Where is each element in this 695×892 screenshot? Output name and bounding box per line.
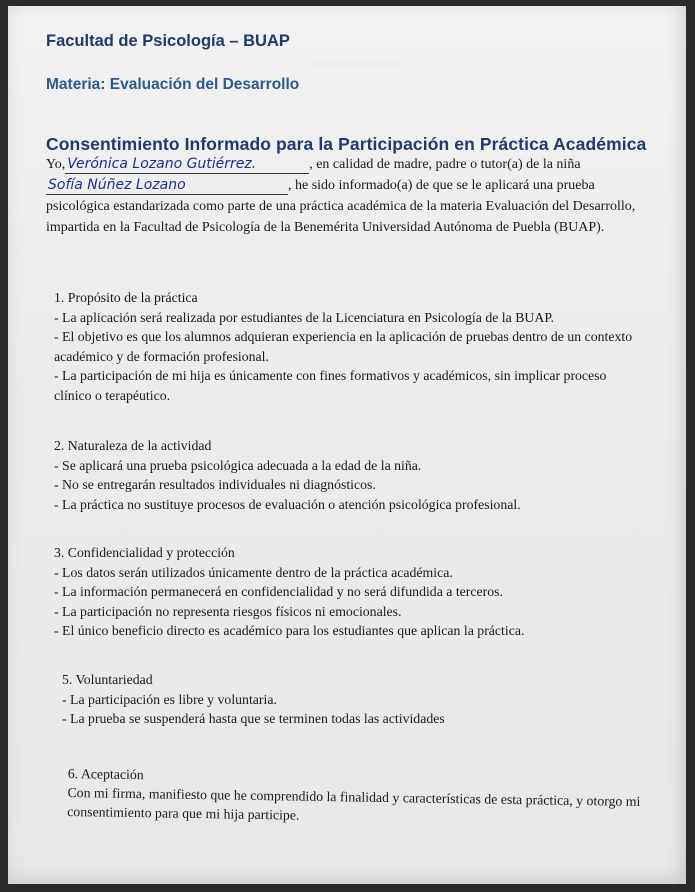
section-line: - La práctica no sustituye procesos de evaluación o atención psicológica profesional. [54,496,521,512]
yo-prefix: Yo, [46,157,66,172]
guardian-suffix: , en calidad de madre, padre o tutor(a) de la niña [309,157,581,172]
section-line: - Se aplicará una prueba psicológica adecuada a la edad de la niña. [54,457,422,473]
section-line: - Los datos serán utilizados únicamente dentro de la práctica académica. [54,564,453,580]
section-heading: 6. Aceptación [67,765,144,783]
section-voluntary [62,670,652,729]
section-line: - La prueba se suspenderá hasta que se terminen todas las actividades [62,711,445,726]
section-acceptance [67,764,648,830]
guardian-name-handwritten: Verónica Lozano Gutiérrez. [65,155,309,174]
section-line: - No se entregarán resultados individuales ni diagnósticos. [54,477,376,492]
subject-header: Materia: Evaluación del Desarrollo [46,76,300,93]
section-nature [54,436,644,514]
child-suffix: , he sido informado(a) de que se le aplicará una [288,178,554,193]
consent-paragraph [46,154,646,238]
section-heading: 5. Voluntariedad [62,672,153,687]
section-purpose [54,288,644,405]
section-line: - El objetivo es que los alumnos adquieran experiencia en la aplicación de pruebas dentro de un contexto académico y de formación profesional. [54,329,633,364]
document-page [8,6,686,884]
section-heading: 3. Confidencialidad y protección [54,545,235,560]
section-heading: 1. Propósito de la práctica [54,290,198,305]
child-name-handwritten: Sofía Núñez Lozano [46,176,288,195]
section-line: - La aplicación será realizada por estudiantes de la Licenciatura en Psicología de la BUAP. [54,309,554,325]
consent-body: prueba psicológica estandarizada como parte de una práctica académica de la materia Evaluación del Desarrollo, impartida en la Facultad de Psicología de la Benemérita Universidad Autónoma de Puebla (BUAP). [46,178,636,235]
faculty-header: Facultad de Psicología – BUAP [46,32,290,50]
acceptance-text: Con mi firma, manifiesto que he comprendido la finalidad y características de esta práctica, y otorgo mi consentimiento para que mi hija participe. [67,784,641,823]
section-line: - La información permanecerá en confidencialidad y no será difundida a terceros. [54,584,503,599]
section-heading: 2. Naturaleza de la actividad [54,438,212,453]
section-line: - El único beneficio directo es académico para los estudiantes que aplican la práctica. [54,623,525,638]
section-line: - La participación es libre y voluntaria. [62,691,277,707]
consent-title: Consentimiento Informado para la Participación en Práctica Académica [46,134,647,154]
section-confidentiality [54,543,644,641]
section-line: - La participación no representa riesgos físicos ni emocionales. [54,603,402,619]
bleed-through-mark: ▭▭▭▭▭▭▭▭ [308,56,399,70]
section-line: - La participación de mi hija es únicamente con fines formativos y académicos, sin implicar proceso clínico o terapéutico. [54,368,607,403]
